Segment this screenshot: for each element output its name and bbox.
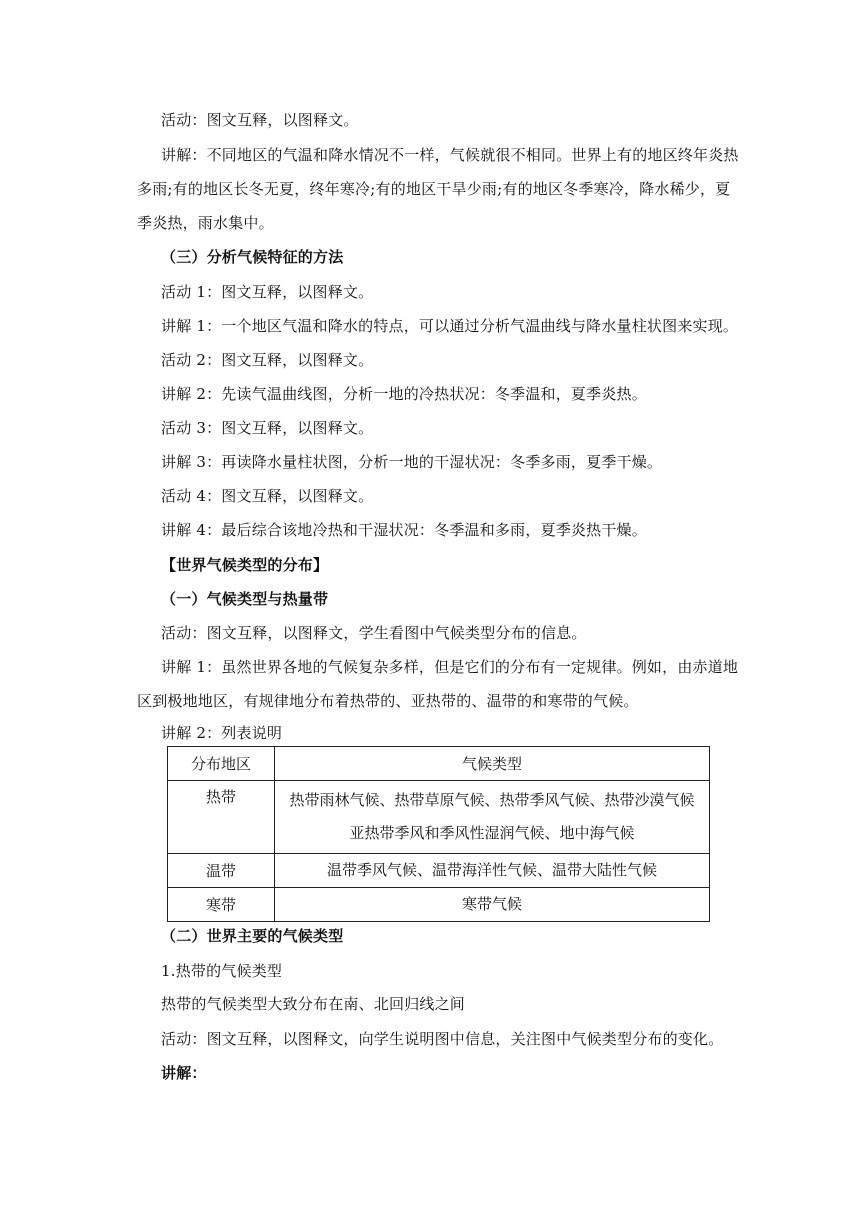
paragraph-activity-1: 活动 1：图文互释，以图释文。	[161, 283, 374, 301]
paragraph-explanation-1: 讲解 1：虽然世界各地的气候复杂多样，但是它们的分布有一定规律。例如，由赤道地	[161, 658, 739, 676]
table-cell-region: 温带	[168, 854, 275, 888]
paragraph-activity: 活动：图文互释，以图释文。	[161, 111, 359, 129]
climate-types-text: 亚热带季风和季风性湿润气候、地中海气候	[349, 824, 635, 842]
region-label: 热带	[205, 788, 236, 806]
table-header-row	[168, 747, 710, 781]
subsection-heading: 1.热带的气候类型	[161, 962, 283, 980]
section-heading-heat-zone: （一）气候类型与热量带	[161, 590, 329, 608]
climate-distribution-table	[167, 746, 710, 922]
paragraph-explanation-1-cont: 区到极地地区，有规律地分布着热带的、亚热带的、温带的和寒带的气候。	[137, 692, 639, 710]
paragraph-explanation-3: 讲解 3：再读降水量柱状图，分析一地的干湿状况：冬季多雨，夏季干燥。	[161, 453, 663, 471]
table-header-cell: 分布地区	[168, 747, 275, 781]
table-cell-region	[168, 781, 275, 854]
climate-types-text: 温带季风气候、温带海洋性气候、温带大陆性气候	[326, 861, 657, 879]
section-heading-distribution: 【世界气候类型的分布】	[161, 556, 329, 574]
table-cell-types	[275, 888, 710, 922]
table-row	[168, 888, 710, 922]
climate-types-text: 寒带气候	[461, 895, 522, 913]
paragraph-explanation-1: 讲解 1：一个地区气温和降水的特点，可以通过分析气温曲线与降水量柱状图来实现。	[161, 317, 739, 335]
paragraph-explanation-cont: 季炎热，雨水集中。	[137, 214, 274, 232]
paragraph-activity-2: 活动 2：图文互释，以图释文。	[161, 351, 374, 369]
table-row	[168, 854, 710, 888]
paragraph-activity: 活动：图文互释，以图释文，学生看图中气候类型分布的信息。	[161, 624, 587, 642]
table-cell-types	[275, 854, 710, 888]
climate-types-text: 热带雨林气候、热带草原气候、热带季风气候、热带沙漠气候	[289, 791, 695, 809]
paragraph-explanation-cont: 多雨;有的地区长冬无夏，终年寒冷;有的地区干旱少雨;有的地区冬季寒冷，降水稀少，夏	[137, 180, 731, 198]
paragraph-explanation: 讲解：不同地区的气温和降水情况不一样，气候就很不相同。世界上有的地区终年炎热	[161, 146, 739, 164]
paragraph-explanation-2: 讲解 2：先读气温曲线图，分析一地的冷热状况：冬季温和，夏季炎热。	[161, 385, 647, 403]
section-heading-main-types: （二）世界主要的气候类型	[161, 927, 344, 945]
paragraph-text: 热带的气候类型大致分布在南、北回归线之间	[161, 995, 466, 1013]
paragraph-explanation-4: 讲解 4：最后综合该地冷热和干湿状况：冬季温和多雨，夏季炎热干燥。	[161, 521, 647, 539]
table-header-cell: 气候类型	[275, 747, 710, 781]
paragraph-activity-3: 活动 3：图文互释，以图释文。	[161, 419, 374, 437]
paragraph-activity-4: 活动 4：图文互释，以图释文。	[161, 487, 374, 505]
table-row	[168, 781, 710, 854]
paragraph-activity: 活动：图文互释，以图释文，向学生说明图中信息，关注图中气候类型分布的变化。	[161, 1030, 724, 1048]
section-heading-method: （三）分析气候特征的方法	[161, 248, 344, 266]
paragraph-explanation: 讲解：	[161, 1064, 207, 1082]
table-cell-region: 寒带	[168, 888, 275, 922]
paragraph-explanation-2: 讲解 2：列表说明	[161, 724, 283, 742]
table-cell-types	[275, 781, 710, 854]
